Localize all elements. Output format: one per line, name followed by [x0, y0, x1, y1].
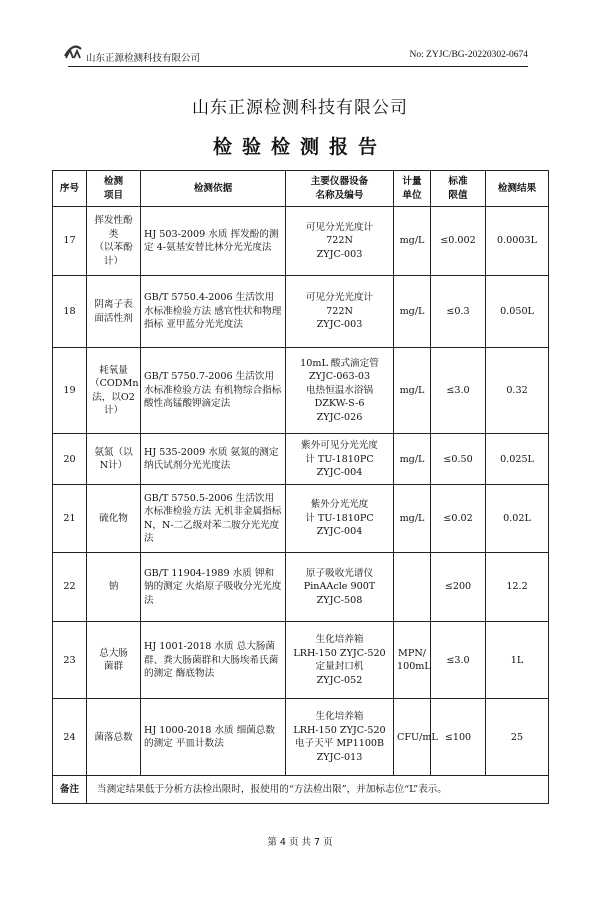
- header-company-name: 山东正源检测科技有限公司: [86, 53, 201, 64]
- table-row: [53, 347, 549, 434]
- instrument: 生化培养箱 LRH-150 ZYJC-520 电子天平 MP1100B ZYJC-013: [286, 699, 394, 776]
- table-row: [53, 699, 549, 776]
- instrument: 生化培养箱 LRH-150 ZYJC-520 定量封口机 ZYJC-052: [286, 621, 394, 698]
- report-number: No: ZYJC/BG-20220302-0674: [409, 50, 528, 60]
- table-row: [53, 552, 549, 621]
- company-logo-icon: [62, 40, 84, 62]
- instrument: 可见分光光度计 722N ZYJC-003: [286, 276, 394, 347]
- table-row: [53, 621, 549, 698]
- test-result: 0.0003L: [486, 207, 549, 276]
- row-number: 22: [53, 552, 87, 621]
- header-cell: 序号: [53, 171, 87, 207]
- unit: mg/L: [394, 485, 431, 552]
- instrument: 紫外可见分光光度 计 TU-1810PC ZYJC-004: [286, 434, 394, 485]
- header-cell: 计量 单位: [394, 171, 431, 207]
- company-title: 山东正源检测科技有限公司: [192, 98, 408, 118]
- standard-limit: ≤0.50: [431, 434, 486, 485]
- test-item: 氨氮（以 N计）: [87, 434, 141, 485]
- test-item: 钠: [87, 552, 141, 621]
- table-row: [53, 434, 549, 485]
- test-item: 挥发性酚 类 （以苯酚 计）: [87, 207, 141, 276]
- note-row: [53, 776, 549, 804]
- standard-limit: ≤0.02: [431, 485, 486, 552]
- unit: mg/L: [394, 207, 431, 276]
- header-cell: 检测结果: [486, 171, 549, 207]
- test-item: 总大肠 菌群: [87, 621, 141, 698]
- instrument: 紫外分光光度 计 TU-1810PC ZYJC-004: [286, 485, 394, 552]
- note-text: 当测定结果低于分析方法检出限时，报使用的“方法检出限”，并加标志位“L”表示。: [87, 776, 549, 804]
- row-number: 24: [53, 699, 87, 776]
- standard-limit: ≤200: [431, 552, 486, 621]
- test-item: 菌落总数: [87, 699, 141, 776]
- standard-limit: ≤100: [431, 699, 486, 776]
- standard-limit: ≤3.0: [431, 621, 486, 698]
- unit: mg/L: [394, 276, 431, 347]
- test-basis: GB/T 5750.7-2006 生活饮用水标准检验方法 有机物综合指标 酸性高锰酸钾滴定法: [141, 347, 286, 434]
- standard-limit: ≤0.002: [431, 207, 486, 276]
- test-result: 0.050L: [486, 276, 549, 347]
- test-basis: GB/T 11904-1989 水质 钾和钠的测定 火焰原子吸收分光光度法: [141, 552, 286, 621]
- instrument: 原子吸收光谱仪 PinAAcle 900T ZYJC-508: [286, 552, 394, 621]
- header-cell: 主要仪器设备 名称及编号: [286, 171, 394, 207]
- unit: CFU/mL: [394, 699, 431, 776]
- standard-limit: ≤3.0: [431, 347, 486, 434]
- test-result: 25: [486, 699, 549, 776]
- page-header: [68, 44, 528, 67]
- unit: [394, 552, 431, 621]
- header-cell: 检测依据: [141, 171, 286, 207]
- test-item: 耗氧量 （CODMn 法，以O2 计）: [87, 347, 141, 434]
- table-row: [53, 276, 549, 347]
- unit: MPN/ 100mL: [394, 621, 431, 698]
- instrument: 可见分光光度计 722N ZYJC-003: [286, 207, 394, 276]
- test-result: 1L: [486, 621, 549, 698]
- test-result: 12.2: [486, 552, 549, 621]
- header-cell: 标准 限值: [431, 171, 486, 207]
- test-results-table: [52, 170, 549, 804]
- test-result: 0.025L: [486, 434, 549, 485]
- unit: mg/L: [394, 347, 431, 434]
- test-result: 0.32: [486, 347, 549, 434]
- header-cell: 检测 项目: [87, 171, 141, 207]
- note-label: 备注: [53, 776, 87, 804]
- test-basis: HJ 535-2009 水质 氨氮的测定 纳氏试剂分光光度法: [141, 434, 286, 485]
- standard-limit: ≤0.3: [431, 276, 486, 347]
- test-item: 硫化物: [87, 485, 141, 552]
- row-number: 20: [53, 434, 87, 485]
- unit: mg/L: [394, 434, 431, 485]
- test-basis: HJ 1001-2018 水质 总大肠菌群、粪大肠菌群和大肠埃希氏菌的测定 酶底物法: [141, 621, 286, 698]
- row-number: 17: [53, 207, 87, 276]
- row-number: 19: [53, 347, 87, 434]
- test-item: 阴离子表 面活性剂: [87, 276, 141, 347]
- report-title: 检验检测报告: [212, 136, 387, 158]
- row-number: 21: [53, 485, 87, 552]
- instrument: 10mL 酸式滴定管 ZYJC-063-03 电热恒温水浴锅 DZKW-S-6 ZYJC-026: [286, 347, 394, 434]
- row-number: 18: [53, 276, 87, 347]
- table-header-row: [53, 171, 549, 207]
- row-number: 23: [53, 621, 87, 698]
- test-basis: HJ 1000-2018 水质 细菌总数的测定 平皿计数法: [141, 699, 286, 776]
- test-result: 0.02L: [486, 485, 549, 552]
- test-basis: HJ 503-2009 水质 挥发酚的测定 4-氨基安替比林分光光度法: [141, 207, 286, 276]
- table-row: [53, 485, 549, 552]
- test-basis: GB/T 5750.5-2006 生活饮用水标准检验方法 无机非金属指标N，N-二乙级对苯二胺分光光度法: [141, 485, 286, 552]
- test-basis: GB/T 5750.4-2006 生活饮用水标准检验方法 感官性状和物理指标 亚甲蓝分光光度法: [141, 276, 286, 347]
- page-number: 第 4 页 共 7 页: [267, 837, 333, 848]
- table-row: [53, 207, 549, 276]
